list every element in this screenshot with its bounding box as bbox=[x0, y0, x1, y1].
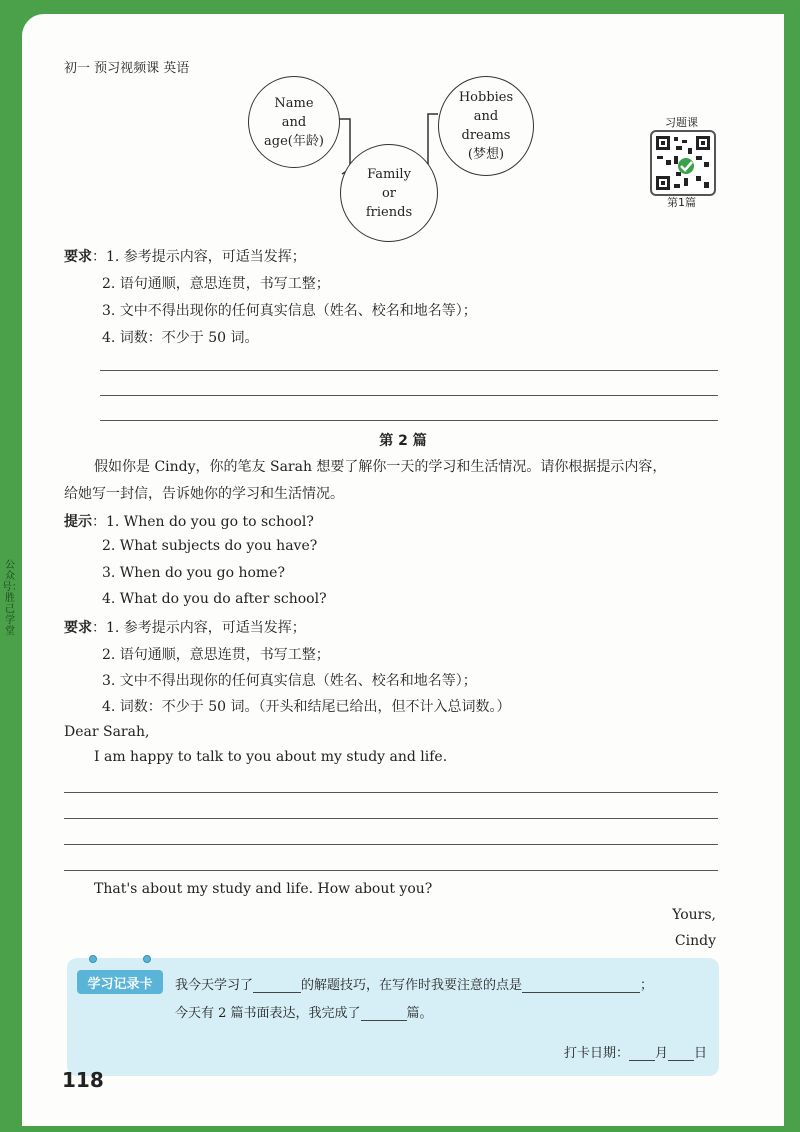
part2-req-2: 2. 语句通顺，意思连贯，书写工整； bbox=[102, 647, 330, 663]
part2-hint-4: 4. What do you do after school? bbox=[102, 591, 327, 607]
mindmap-circle-name-age: Name and age(年龄) bbox=[248, 76, 340, 168]
writing-line bbox=[64, 818, 718, 819]
card-date: 打卡日期： 月 日 bbox=[563, 1046, 707, 1061]
part2-intro-1: 假如你是 Cindy，你的笔友 Sarah 想要了解你一天的学习和生活情况。请你根据提示内容， bbox=[94, 459, 667, 475]
mindmap-circle-family: Family or friends bbox=[340, 144, 438, 242]
letter-signature: Cindy bbox=[674, 933, 716, 949]
part1-req-3: 3. 文中不得出现你的任何真实信息（姓名、校名和地名等）； bbox=[102, 303, 477, 319]
letter-signoff: Yours, bbox=[672, 907, 716, 923]
blank-attention[interactable] bbox=[522, 978, 640, 993]
page bbox=[22, 14, 784, 1126]
blank-technique[interactable] bbox=[253, 978, 301, 993]
letter-salutation: Dear Sarah, bbox=[64, 724, 150, 740]
qr-code-icon[interactable] bbox=[650, 130, 716, 196]
blank-count[interactable] bbox=[361, 1006, 407, 1021]
mindmap-circle-hobbies: Hobbies and dreams (梦想) bbox=[438, 76, 534, 176]
writing-line bbox=[64, 870, 718, 871]
writing-line bbox=[100, 395, 718, 396]
blank-month[interactable] bbox=[629, 1046, 655, 1061]
blank-day[interactable] bbox=[668, 1046, 694, 1061]
part2-req-1: 要求：1. 参考提示内容，可适当发挥； bbox=[64, 620, 306, 636]
part2-req-4: 4. 词数：不少于 50 词。（开头和结尾已给出，但不计入总词数。） bbox=[102, 699, 511, 715]
card-title: 学习记录卡 bbox=[77, 970, 163, 994]
page-number: 118 bbox=[62, 1068, 104, 1092]
writing-line bbox=[100, 420, 718, 421]
side-watermark: 公众号：胜己学堂 bbox=[2, 560, 22, 637]
part2-req-3: 3. 文中不得出现你的任何真实信息（姓名、校名和地名等）； bbox=[102, 673, 477, 689]
part1-req-1: 要求：1. 参考提示内容，可适当发挥； bbox=[64, 249, 306, 265]
part2-hint-1: 提示：1. When do you go to school? bbox=[64, 514, 314, 530]
qr-block[interactable] bbox=[644, 114, 719, 209]
part1-req-2: 2. 语句通顺，意思连贯，书写工整； bbox=[102, 276, 330, 292]
part2-title: 第 2 篇 bbox=[379, 433, 427, 449]
card-line-1: 我今天学习了 的解题技巧，在写作时我要注意的点是 ； bbox=[175, 978, 654, 993]
part2-intro-2: 给她写一封信，告诉她你的学习和生活情况。 bbox=[64, 486, 344, 502]
part2-hint-3: 3. When do you go home? bbox=[102, 565, 285, 581]
letter-closing: That's about my study and life. How about you? bbox=[94, 881, 433, 897]
writing-line bbox=[100, 370, 718, 371]
writing-line bbox=[64, 844, 718, 845]
study-record-card bbox=[67, 958, 719, 1076]
letter-opening: I am happy to talk to you about my study and life. bbox=[94, 749, 448, 765]
part2-hint-2: 2. What subjects do you have? bbox=[102, 538, 318, 554]
qr-caption: 第1篇 bbox=[667, 196, 696, 209]
page-header: 初一 预习视频课 英语 bbox=[64, 61, 190, 76]
card-line-2: 今天有 2 篇书面表达，我完成了 篇。 bbox=[175, 1006, 433, 1021]
part1-req-4: 4. 词数：不少于 50 词。 bbox=[102, 330, 259, 346]
qr-label: 习题课 bbox=[665, 116, 698, 129]
writing-line bbox=[64, 792, 718, 793]
